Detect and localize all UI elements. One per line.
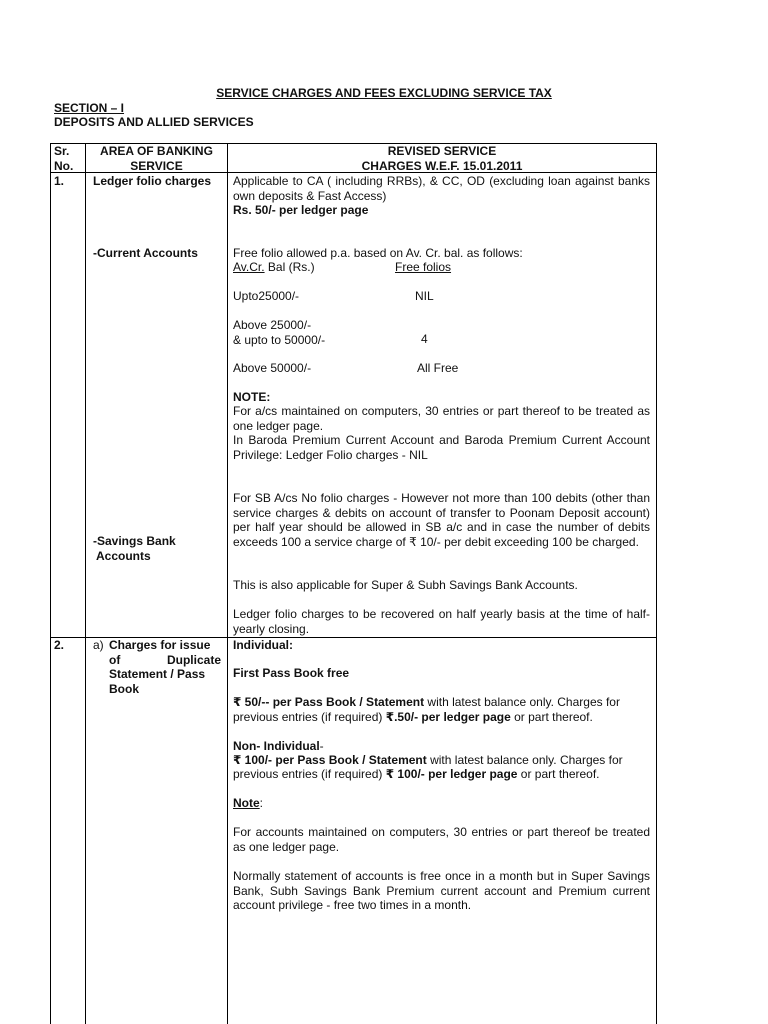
header-area-line: AREA OF BANKING (100, 144, 213, 158)
row1-sb-super: This is also applicable for Super & Subh Savings Bank Accounts. (233, 578, 578, 592)
header-charges-line: REVISED SERVICE (387, 144, 497, 158)
row1-area: Ledger folio charges (93, 174, 212, 188)
header-area-line: SERVICE (130, 158, 183, 173)
row2-individual: Individual: (233, 638, 293, 652)
table-column-divider (227, 143, 228, 1024)
slab1-value: NIL (415, 289, 434, 303)
row1-col-balance (233, 260, 315, 275)
row2-note2: Normally statement of accounts is free once in a month but in Super Savings Bank, Subh Savings Bank Premium current account and Premium current account privilege - free two times in a month. (233, 869, 650, 912)
non-individual-dash: - (319, 739, 324, 753)
header-sr-line: No. (54, 158, 74, 173)
slab2-balance-line: Above 25000/- (233, 318, 312, 332)
row2-area (109, 638, 221, 696)
header-sr-line: Sr. (54, 144, 70, 158)
non-individual-rate-rest: with latest balance only. Charges for (426, 753, 623, 767)
row2-first-free: First Pass Book free (233, 666, 350, 680)
non-individual-prev-bold: ₹ 100/- per ledger page (385, 767, 518, 781)
row2-non-individual-rate (233, 753, 650, 768)
non-individual-prev-text: previous entries (if required) (233, 767, 386, 781)
header-area (86, 144, 227, 173)
row1-applicable: Applicable to CA ( including RRBs), & CC, OD (excluding loan against banks own deposits & Fast Access) (233, 174, 650, 203)
row1-note-label: NOTE: (233, 390, 271, 404)
row1-current-accounts: -Current Accounts (93, 246, 198, 260)
document-title: SERVICE CHARGES AND FEES EXCLUDING SERVICE TAX (216, 86, 552, 100)
row1-sr: 1. (54, 174, 65, 188)
row2-sr: 2. (54, 638, 65, 652)
slab3-balance: Above 50000/- (233, 361, 312, 375)
individual-prev-text: previous entries (if required) (233, 710, 386, 724)
row2-area-word: of (109, 652, 121, 667)
savings-label-line: -Savings Bank (93, 534, 176, 548)
table-border-left (50, 143, 51, 1024)
row2-area-line: Book (109, 681, 139, 696)
slab2-balance-line: & upto to 50000/- (233, 332, 326, 347)
table-column-divider (85, 143, 86, 1024)
row2-area-line: Statement / Pass (109, 667, 206, 681)
table-border-right (656, 143, 657, 1024)
row1-note2: In Baroda Premium Current Account and Baroda Premium Current Account Privilege: Ledger Folio charges - NIL (233, 433, 650, 462)
row2-note1: For accounts maintained on computers, 30 entries or part thereof be treated as one ledger page. (233, 825, 650, 854)
slab2-balance (233, 318, 325, 347)
section-title: DEPOSITS AND ALLIED SERVICES (54, 115, 254, 129)
row1-col-free-folios: Free folios (395, 260, 452, 274)
row2-area-line (109, 653, 221, 668)
row2-area-prefix: a) (93, 638, 104, 652)
row2-note-label (233, 796, 263, 811)
non-individual-rate-bold: ₹ 100/- per Pass Book / Statement (233, 753, 427, 767)
savings-label-line: Accounts (96, 548, 151, 563)
row2-area-line: Charges for issue (109, 638, 211, 652)
slab1-balance: Upto25000/- (233, 289, 300, 303)
row1-free-folio-intro: Free folio allowed p.a. based on Av. Cr. bal. as follows: (233, 246, 523, 260)
note-label-colon: : (259, 796, 264, 810)
row1-savings-bank (93, 534, 176, 563)
row2-individual-rate (233, 695, 650, 710)
header-sr-no (54, 144, 84, 173)
slab3-value: All Free (417, 361, 459, 375)
row2-non-individual-prev (233, 767, 650, 782)
section-number: SECTION – I (54, 101, 125, 115)
row1-sb-recover: Ledger folio charges to be recovered on half yearly basis at the time of half-yearly closing. (233, 607, 650, 636)
row1-note1: For a/cs maintained on computers, 30 entries or part thereof to be treated as one ledger page. (233, 404, 650, 433)
individual-rate-rest: with latest balance only. Charges for (424, 695, 620, 709)
header-charges-line: CHARGES W.E.F. 15.01.2011 (361, 158, 523, 173)
balance-header-rest: Bal (Rs.) (264, 260, 315, 274)
row2-area-word: Duplicate (166, 652, 221, 667)
individual-prev-bold: ₹.50/- per ledger page (385, 710, 511, 724)
individual-rate-bold: ₹ 50/-- per Pass Book / Statement (233, 695, 425, 709)
row2-individual-prev (233, 710, 650, 725)
row2-non-individual (233, 739, 324, 754)
row1-rate: Rs. 50/- per ledger page (233, 203, 369, 217)
header-charges (228, 144, 656, 173)
row1-sb-text: For SB A/cs No folio charges - However not more than 100 debits (other than service charges & debits on account of transfer to Poonam Deposit account) per half year should be allowed in SB a/c and in case the number of debits exceeds 100 a service charge of ₹ 10/- per debit exceeding 100 be charged. (233, 491, 650, 549)
slab2-value: 4 (421, 332, 428, 346)
individual-prev-rest: or part thereof. (510, 710, 593, 724)
note-label-underlined: Note (233, 796, 260, 810)
balance-header-underlined: Av.Cr. (233, 260, 265, 274)
non-individual-label: Non- Individual (233, 739, 320, 753)
non-individual-prev-rest: or part thereof. (517, 767, 600, 781)
